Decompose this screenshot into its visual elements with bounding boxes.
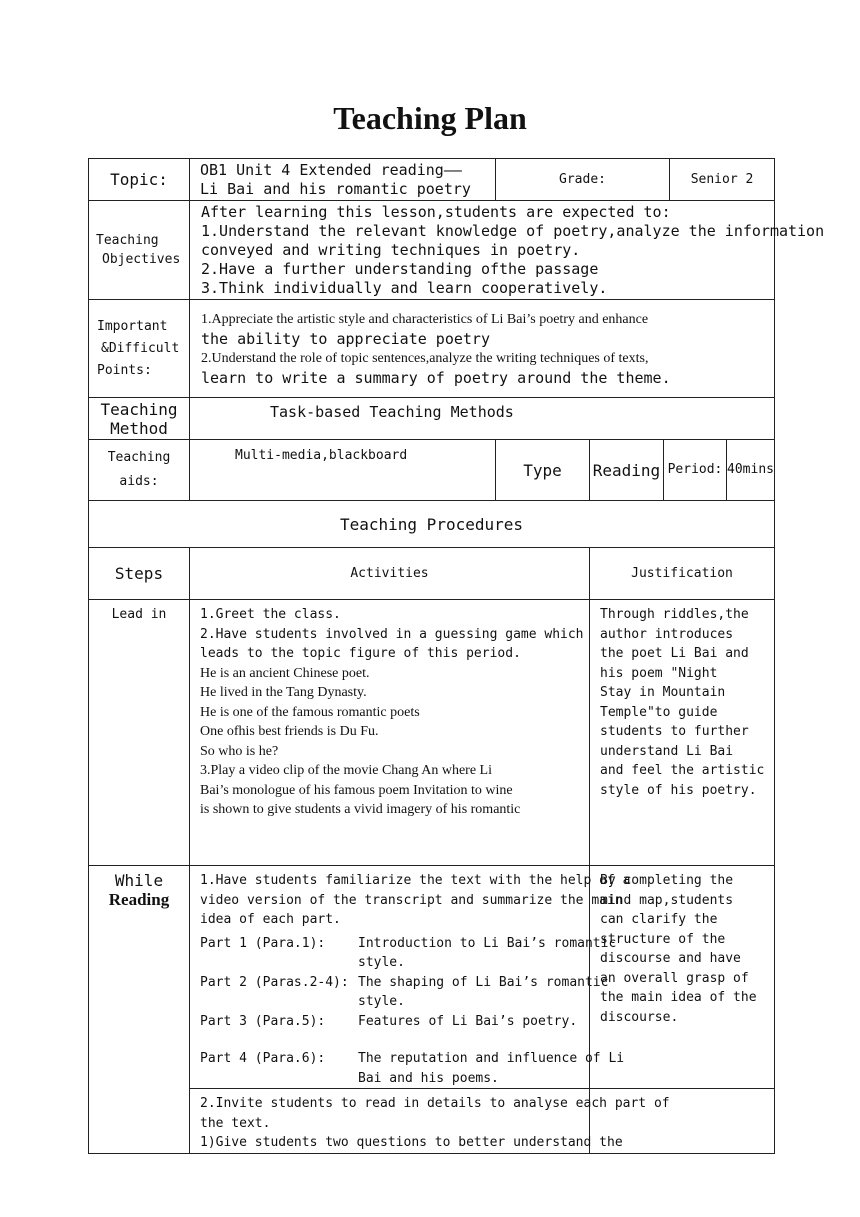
while-reading-justification-line: structure of the: [600, 931, 726, 947]
part-line: style.: [358, 955, 405, 970]
page-title: Teaching Plan: [333, 100, 527, 136]
lead-in-justification-line: author introduces: [600, 626, 734, 642]
while-reading-justification-line: an overall grasp of: [600, 970, 749, 986]
while-reading-line: video version of the transcript and summarize the main: [200, 892, 623, 908]
lead-in-justification-line: understand Li Bai: [600, 743, 734, 759]
method-label-line: Method: [110, 418, 168, 438]
topic-line: Li Bai and his romantic poetry: [200, 179, 471, 198]
objectives-line: 3.Think individually and learn cooperatively.: [201, 278, 608, 297]
aids-row: [89, 440, 775, 501]
points-label-line: &Difficult: [101, 340, 180, 356]
points-line: 2.Understand the role of topic sentences,analyze the writing techniques of texts,: [201, 350, 649, 366]
type-value: Reading: [590, 440, 664, 500]
topic-label: Topic:: [89, 159, 190, 201]
grade-value: Senior 2: [670, 159, 775, 201]
while-reading-second-activities: [190, 1089, 670, 1154]
lead-in-line: 3.Play a video clip of the movie Chang An where Li: [200, 763, 492, 778]
part-label: Part 1 (Para.1):: [200, 935, 326, 951]
aids-value: Multi-media,blackboard: [190, 440, 496, 501]
lead-in-line: leads to the topic figure of this period.: [200, 646, 521, 661]
while-reading-activities: [190, 866, 631, 1089]
while-reading-justification-line: the main idea of the: [600, 990, 757, 1005]
while-reading-justification-line: discourse.: [600, 1009, 679, 1025]
while-reading-second-line: the text.: [200, 1115, 271, 1131]
lead-in-line: 1.Greet the class.: [200, 607, 341, 622]
lead-in-justification-line: and feel the artistic: [600, 763, 765, 778]
objectives-line: After learning this lesson,students are expected to:: [201, 202, 671, 221]
objectives-row: [89, 201, 775, 300]
objectives-line: 1.Understand the relevant knowledge of poetry,analyze the information: [201, 221, 825, 240]
while-reading-second-line: 1)Give students two questions to better understand the: [200, 1135, 623, 1150]
objectives-content: [190, 201, 825, 300]
while-reading-second-row: [89, 1089, 775, 1154]
method-label-line: Teaching: [100, 399, 178, 419]
objectives-label-line: Teaching: [96, 232, 159, 248]
objectives-label: [89, 201, 190, 300]
part-line: The reputation and influence of Li: [358, 1051, 625, 1066]
method-row: [89, 398, 775, 440]
procedures-title-row: [89, 501, 775, 548]
points-content: [190, 300, 775, 398]
part-line: Introduction to Li Bai’s romantic: [358, 935, 617, 951]
method-value: Task-based Teaching Methods: [190, 398, 775, 440]
part-4: [200, 1049, 625, 1069]
while-reading-second-line: 2.Invite students to read in details to analyse each part of: [200, 1096, 670, 1111]
lead-in-line: He lived in the Tang Dynasty.: [200, 685, 367, 700]
while-reading-step-line: While: [114, 871, 164, 890]
points-line: learn to write a summary of poetry around the theme.: [201, 368, 671, 387]
procedures-title: Teaching Procedures: [89, 501, 775, 548]
part-label: Part 2 (Paras.2-4):: [200, 974, 349, 990]
topic-line: OB1 Unit 4 Extended reading——: [200, 160, 462, 179]
lead-in-line: One ofhis best friends is Du Fu.: [200, 724, 379, 739]
points-label: [89, 300, 190, 398]
part-1: [200, 934, 617, 954]
type-label: Type: [496, 440, 590, 501]
points-label-line: Important: [97, 318, 168, 334]
objectives-line: conveyed and writing techniques in poetry.: [201, 240, 581, 259]
while-reading-row: [89, 866, 775, 1089]
while-reading-justification-line: discourse and have: [600, 951, 741, 966]
points-line: the ability to appreciate poetry: [201, 329, 490, 348]
aids-label-line: Teaching: [107, 450, 171, 465]
points-line: 1.Appreciate the artistic style and characteristics of Li Bai’s poetry and enhance: [201, 311, 649, 327]
lead-in-justification-line: Stay in Mountain: [600, 685, 726, 700]
part-2: [200, 973, 609, 993]
lead-in-justification-line: his poem "Night: [600, 665, 718, 681]
lead-in-justification-line: Temple"to guide: [600, 704, 718, 720]
activities-header: Activities: [190, 548, 590, 600]
while-reading-step: [89, 866, 190, 1154]
topic-value: [190, 159, 496, 201]
lead-in-justification-line: the poet Li Bai and: [600, 646, 749, 661]
lead-in-line: is shown to give students a vivid imagery of his romantic: [200, 802, 521, 817]
teaching-plan-table: [88, 158, 825, 1154]
type-period-cell: [590, 440, 775, 501]
aids-label: [89, 440, 190, 501]
period-value: 40mins: [727, 462, 774, 478]
lead-in-activities: [190, 600, 590, 866]
lead-in-line: 2.Have students involved in a guessing game which: [200, 626, 584, 642]
lead-in-justification: [590, 600, 775, 866]
part-line: The shaping of Li Bai’s romantic: [358, 974, 609, 990]
lead-in-justification-line: students to further: [600, 724, 749, 739]
while-reading-justification-line: mind map,students: [600, 892, 734, 908]
objectives-line: 2.Have a further understanding ofthe passage: [201, 259, 599, 278]
period-label: Period:: [664, 440, 727, 500]
objectives-label-line: Objectives: [102, 252, 181, 267]
lead-in-line: He is one of the famous romantic poets: [200, 704, 420, 720]
while-reading-step-line: Reading: [108, 890, 170, 909]
lead-in-line: So who is he?: [200, 743, 279, 759]
justification-header: Justification: [590, 548, 775, 600]
lead-in-justification-line: style of his poetry.: [600, 782, 757, 798]
while-reading-justification-line: By completing the: [600, 873, 734, 888]
part-line: Bai and his poems.: [358, 1070, 499, 1086]
topic-row: [89, 159, 775, 201]
method-label: [89, 398, 190, 440]
while-reading-line: idea of each part.: [200, 912, 341, 927]
part-line: style.: [358, 994, 405, 1009]
part-label: Part 3 (Para.5):: [200, 1013, 326, 1029]
part-label: Part 4 (Para.6):: [200, 1051, 326, 1066]
lead-in-row: [89, 600, 775, 866]
part-line: Features of Li Bai’s poetry.: [358, 1013, 578, 1029]
lead-in-justification-line: Through riddles,the: [600, 607, 749, 622]
aids-label-line: aids:: [119, 474, 159, 489]
points-label-line: Points:: [97, 362, 152, 378]
procedures-header-row: [89, 548, 775, 600]
grade-label: Grade:: [496, 159, 670, 201]
lead-in-line: Bai’s monologue of his famous poem Invitation to wine: [200, 782, 513, 798]
part-3: [200, 1012, 589, 1032]
points-row: [89, 300, 775, 398]
while-reading-line: 1.Have students familiarize the text with the help of a: [200, 873, 631, 888]
lead-in-step: Lead in: [89, 600, 190, 866]
while-reading-justification-line: can clarify the: [600, 912, 718, 927]
steps-header: Steps: [89, 548, 190, 600]
lead-in-line: He is an ancient Chinese poet.: [200, 665, 370, 681]
